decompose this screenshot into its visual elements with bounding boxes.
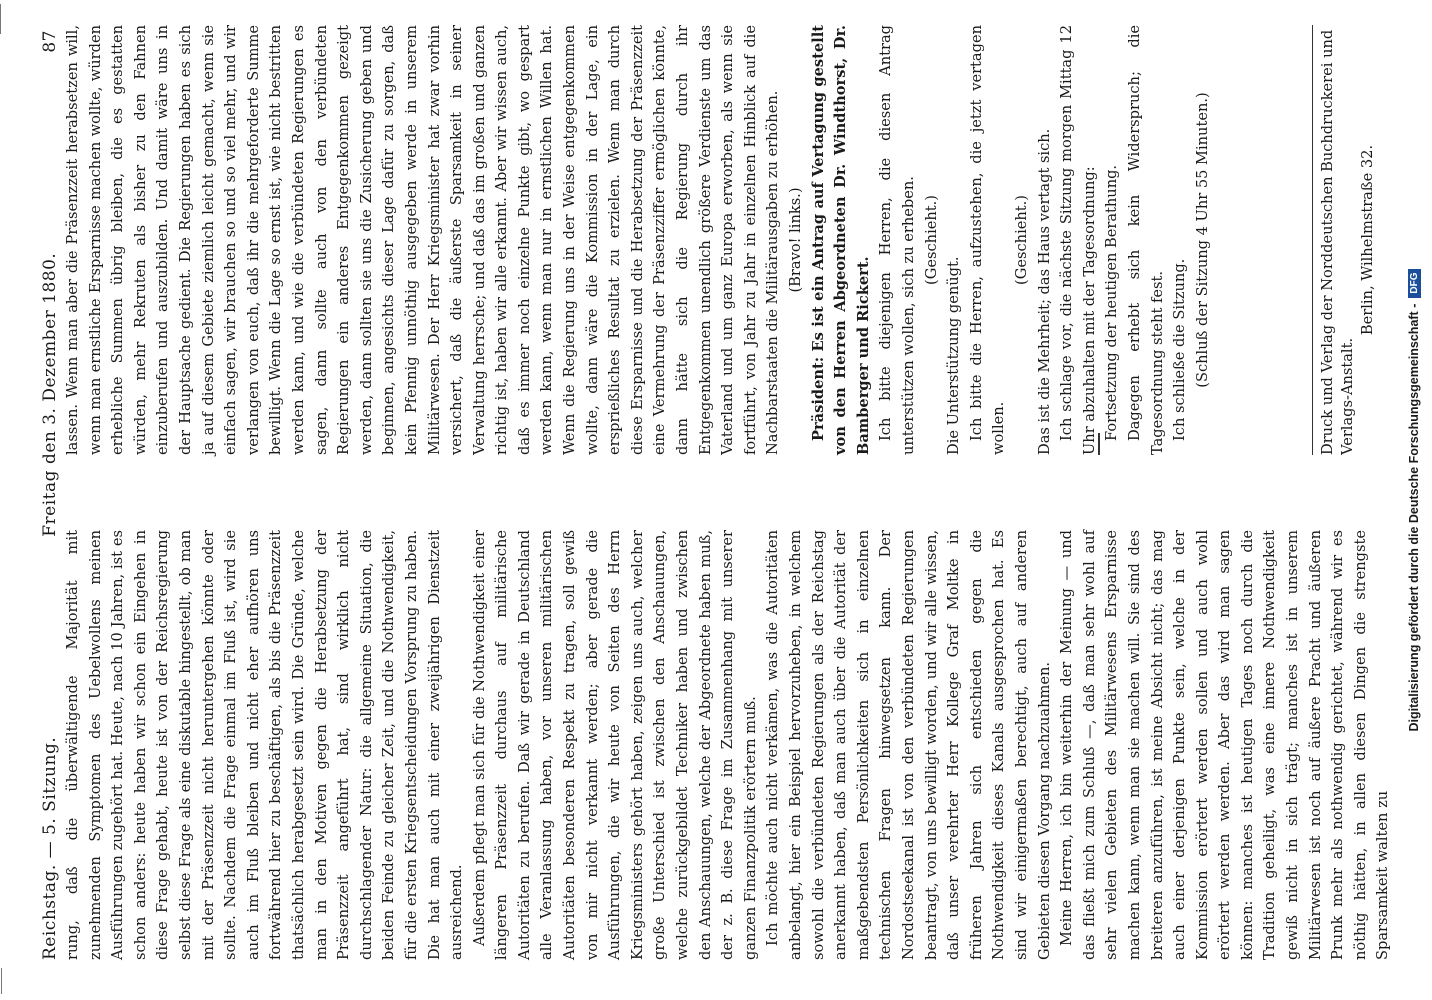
paragraph: Ich bitte die Herren, aufzustehen, die jetzt vertagen wollen.: [967, 25, 1008, 455]
page-number: 87: [40, 30, 60, 53]
paragraph: Ich schlage vor, die nächste Sitzung morgen Mittag 12 Uhr abzuhalten mit der Tagesordnung:: [1058, 25, 1098, 455]
paragraph: lassen. Wenn man aber die Präsenzzeit herabsetzen will, wenn man ernstliche Ersparnisse machen wollte, würden erhebliche Summen übrig bleiben, die es gestatten würden, mehr Rekruten als bisher zu den Fahnen einzuberufen und auszubilden. Und damit wäre uns in der Hauptsache gedient. Die Regierungen haben es sich ja auf diesem Gebiete ziemlich leicht gemacht, wenn sie einfach sagen, wir brauchen so und so viel mehr, und wir verlangen von euch, daß ihr die mehrgeforderte Summe bewilligt. Wenn die Lage so ernst ist, wie nicht bestritten werden kann, und wie die verbündeten Regierungen es sagen, dann sollte auch von den verbündeten Regierungen ein anderes Entgegenkommen gezeigt werden, dann sollten sie uns die Zusicherung geben und beginnen, angesichts dieser Lage dafür zu sorgen, daß kein Pfennig unnöthig ausgegeben werde in unserem Militärwesen. Der Herr Kriegsminister hat zwar vorhin versichert, daß die äußerste Sparsamkeit in seiner Verwaltung herrsche; und daß das im großen und ganzen richtig ist, haben wir alle erkannt. Aber wir wissen auch, daß es immer noch einzelne Punkte gibt, wo gespart werden kann, wenn man nur in ernstlichen Willen hat. Wenn die Regierung uns in der Weise entgegenkommen wollte, dann wäre die Kommission in der Lage, ein ersprießliches Resultat zu erzielen. Wenn man durch diese Ersparnisse und die Herabsetzung der Präsenzzeit eine Vermehrung der Präsenzziffer ermöglichen könnte, dann hätte sich die Regierung durch ihr Entgegenkommen unendlich größere Verdienste um das Vaterland und um ganz Europa erworben, als wenn sie fortführt, von Jahr zu Jahr in einzelnen Hinblick auf die Nachbarstaaten die Militärausgaben zu erhöhen.: [64, 25, 782, 455]
text-column-right: [62, 25, 1214, 455]
paragraph: Dagegen erhebt sich kein Widerspruch; die Tagesordnung steht fest.: [1125, 25, 1166, 455]
imprint-rule: [1312, 25, 1313, 455]
footer-text: Digitalisierung gefördert durch die Deutsche Forschungsgemeinschaft -: [1407, 303, 1421, 732]
paragraph: Die Unterstützung genügt.: [945, 256, 963, 455]
paragraph: rung, daß die überwältigende Majorität mit zunehmenden Symptomen des Uebelwollens meinen Ausführungen zugehört hat. Heute, nach 10 Jahren, ist es schon anders: heute haben wir schon ein Eingehen in diese Frage gehabt, heute ist von der Reichsregierung selbst diese Frage als eine diskutable hingestellt, ob man mit der Präsenzzeit nicht heruntergehen könnte oder sollte. Nachdem die Frage einmal im Fluß ist, wird sie auch im Fluß bleiben und nicht eher aufhören uns fortwährend hier zu beschäftigen, als bis die Präsenzzeit thatsächlich herabgesetzt sein wird. Die Gründe, welche man in den Motiven gegen die Herabsetzung der Präsenzzeit angeführt hat, sind wirklich nicht durchschlagender Natur: die allgemeine Situation, die beiden Feinde zu gleicher Zeit, und die Nothwendigkeit, für die ersten Kriegsentscheidungen Vorsprung zu haben. Die hat man auch mit einer zweijährigen Dienstzeit ausreichend.: [64, 530, 466, 960]
speaker-paragraph: Präsident: Es ist ein Antrag auf Vertagung gestellt von den Herren Abgeordneten Dr. Windthorst, Dr. Bamberger und Rickert.: [809, 25, 872, 455]
text-column-left: [62, 530, 1395, 960]
digitization-footer: [1405, 0, 1423, 1000]
separator-rule: [1098, 433, 1100, 455]
dfg-logo: DFG: [1408, 269, 1421, 298]
imprint: [1318, 25, 1378, 455]
stage-direction: (Geschieht.): [1012, 195, 1030, 285]
paragraph: Ich bitte diejenigen Herren, die diesen Antrag unterstützen wollen, sich zu erheben.: [877, 25, 917, 455]
stage-direction: (Bravo! links.): [787, 187, 804, 293]
imprint-line-1: Druck und Verlag der Norddeutschen Buchdruckerei und Verlags-Anstalt.: [1319, 29, 1356, 455]
paragraph: Ich schließe die Sitzung.: [1171, 258, 1189, 441]
stage-direction: (Schluß der Sitzung 4 Uhr 55 Minuten.): [1193, 92, 1211, 388]
paragraph: Das ist die Mehrheit; das Haus vertagt sich.: [1035, 128, 1053, 455]
paragraph: Ich möchte auch nicht verkämen, was die Autoritäten anbelangt, hier ein Beispiel hervorzuheben, in welchem sowohl die verbündeten Regierungen als der Reichstag anerkannt haben, daß man auch über die Autorität der maßgebendsten Persönlichkeiten sich in einzelnen technischen Fragen hinwegsetzen kann. Der Nordostseekanal ist von den verbündeten Regierungen beantragt, von uns bewilligt worden, und wir alle wissen, daß unser verehrter Herr Kollege Graf Moltke in früheren Jahren sich entschieden gegen die Nothwendigkeit dieses Kanals ausgesprochen hat. Es sind wir einigermaßen berechtigt, auch auf anderen Gebieten diesen Vorgang nachzuahmen.: [764, 530, 1053, 960]
imprint-line-2: Berlin, Wilhelmstraße 32.: [1359, 144, 1376, 336]
paragraph: Meine Herren, ich bin weiterhin der Meinung — und das fließt mich zum Schluß —, daß man sehr wohl auf sehr vielen Gebieten des Militärwesens Ersparnisse machen kann, wenn man sie machen will. Sie sind des breiteren anzuführen, ist meine Absicht nicht; das mag auch einer derjenigen Punkte sein, welche in der Kommission erörtert werden sollen und auch wohl erörtert werden werden. Aber das wird man sagen können: manches ist heutigen Tages noch durch die Tradition geheiligt, was eine innere Nothwendigkeit gewiß nicht in sich trägt; manches ist in unserem Militärwesen ist noch auf äußere Pracht und äußeren Prunk mehr als nothwendig gerichtet, während wir es nöthig hätten, in allen diesen Dingen die strengste Sparsamkeit walten zu: [1058, 530, 1392, 960]
paragraph: Fortsetzung der heutigen Berathung.: [1103, 164, 1121, 441]
header-left: Reichstag. — 5. Sitzung.: [40, 736, 60, 960]
paragraph: Außerdem pflegt man sich für die Nothwendigkeit einer längeren Präsenzzeit durchaus auf militärische Autoritäten zu berufen. Daß wir gerade in Deutschland alle Veranlassung haben, vor unseren militärischen Autoritäten besonderen Respekt zu tragen, soll gewiß von mir nicht verkannt werden; aber gerade die Ausführungen, die wir heute von Seiten des Herrn Kriegsministers gehört haben, zeigen uns auch, welcher große Unterschied ist zwischen den Anschauungen, welche zurückgebildet Techniker haben und zwischen den Anschauungen, welche der Abgeordnete haben muß, der z. B. diese Frage im Zusammenhang mit unserer ganzen Finanzpolitik erörtern muß.: [470, 530, 759, 960]
page-header: [36, 30, 64, 960]
stage-direction: (Geschieht.): [922, 195, 940, 285]
header-date: Freitag den 3. Dezember 1880.: [40, 252, 60, 537]
